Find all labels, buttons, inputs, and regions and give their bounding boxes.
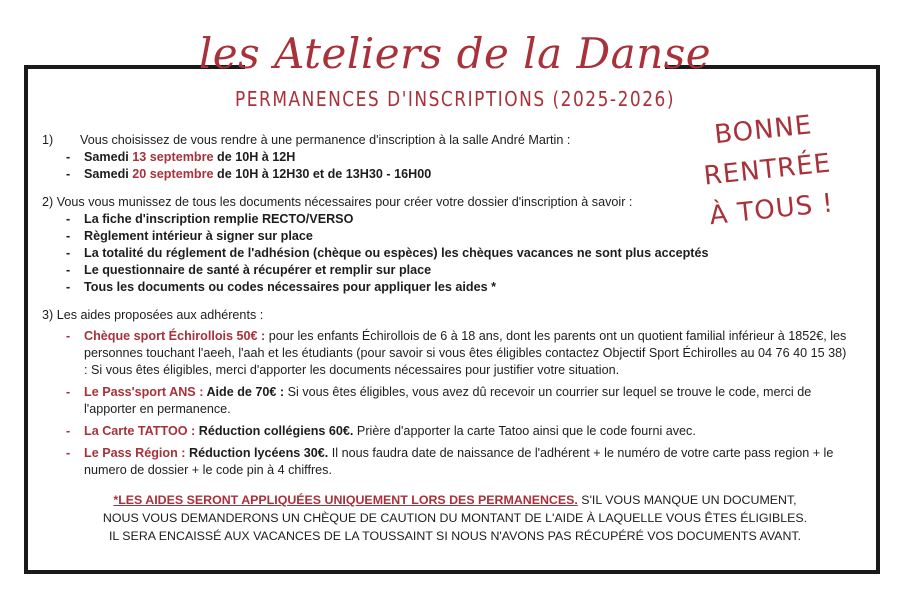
page-title: les Ateliers de la Danse [198, 29, 712, 78]
list-item: - La fiche d'inscription remplie RECTO/VERSO [42, 211, 852, 228]
list-item: - Le Pass'sport ANS : Aide de 70€ : Si vous êtes éligibles, vous avez dû recevoir un courrier sur lequel se trouve le code, merci de l'apporter en permanence. [42, 384, 852, 418]
list-item: - Samedi 13 septembre de 10H à 12H [42, 149, 852, 166]
list-item: - Le questionnaire de santé à récupérer et remplir sur place [42, 262, 852, 279]
welcome-line-2: À TOUS ! [708, 188, 836, 232]
aid-label: Le Pass'sport ANS : [84, 385, 204, 399]
section-3-heading: 3) Les aides proposées aux adhérents : [42, 308, 264, 322]
footer-notice [44, 491, 866, 545]
date-highlight: 20 septembre [132, 167, 214, 181]
section-2-heading: 2) Vous vous munissez de tous les documents nécessaires pour créer votre dossier d'inscription à savoir : [42, 195, 633, 209]
list-item: - La Carte TATTOO : Réduction collégiens 60€. Prière d'apporter la carte Tatoo ainsi que le code fourni avec. [42, 423, 852, 440]
main-content [42, 132, 852, 484]
aid-label: Chèque sport Échirollois 50€ : [84, 329, 266, 343]
list-item: - Tous les documents ou codes nécessaires pour appliquer les aides * [42, 279, 852, 296]
aid-label: La Carte TATTOO : [84, 424, 196, 438]
section-1-list [42, 149, 852, 183]
section-3-list [42, 328, 852, 479]
list-item: - Samedi 20 septembre de 10H à 12H30 et de 13H30 - 16H00 [42, 166, 852, 183]
list-item: - La totalité du réglement de l'adhésion (chèque ou espèces) les chèques vacances ne sont plus acceptés [42, 245, 852, 262]
welcome-line-1: BONNE RENTRÉE [702, 110, 833, 192]
section-1-number: 1) [42, 133, 54, 147]
list-item: - Le Pass Région : Réduction lycéens 30€. Il nous faudra date de naissance de l'adhérent + le numéro de votre carte pass region + le numero de dossier + le code pin à 4 chiffres. [42, 445, 852, 479]
list-item: - Chèque sport Échirollois 50€ : pour les enfants Échirollois de 6 à 18 ans, dont les parents ont un quotient familial inférieur à 1852€, les personnes touchant l'aeeh, l'aah et les étudiants (pour savoir si vous êtes éligibles contactez Objectif Sport Échirolles au 04 76 40 15 38) : Si vous êtes éligibles, merci d'apporter les documents nécessaires pour justifier votre situation. [42, 328, 852, 379]
section-2-list [42, 211, 852, 296]
section-1-heading [42, 132, 852, 149]
footer-line-3: IL SERA ENCAISSÉ AUX VACANCES DE LA TOUSSAINT SI NOUS N'AVONS PAS RÉCUPÉRÉ VOS DOCUMENTS AVANT. [108, 529, 802, 543]
section-1-intro: Vous choisissez de vous rendre à une permanence d'inscription à la salle André Martin : [80, 133, 571, 147]
list-item: - Règlement intérieur à signer sur place [42, 228, 852, 245]
footer-line-1: *LES AIDES SERONT APPLIQUÉES UNIQUEMENT LORS DES PERMANENCES. S'IL VOUS MANQUE UN DOCUMENT, [113, 493, 797, 507]
aid-label: Le Pass Région : [84, 446, 186, 460]
footer-line-2: NOUS VOUS DEMANDERONS UN CHÈQUE DE CAUTION DU MONTANT DE L'AIDE À LAQUELLE VOUS ÊTES ÉLIGIBLES. [102, 511, 808, 525]
footer-highlight: *LES AIDES SERONT APPLIQUÉES UNIQUEMENT LORS DES PERMANENCES. [113, 493, 578, 507]
date-highlight: 13 septembre [132, 150, 214, 164]
page-subtitle: PERMANENCES D'INSCRIPTIONS (2025-2026) [235, 88, 675, 112]
